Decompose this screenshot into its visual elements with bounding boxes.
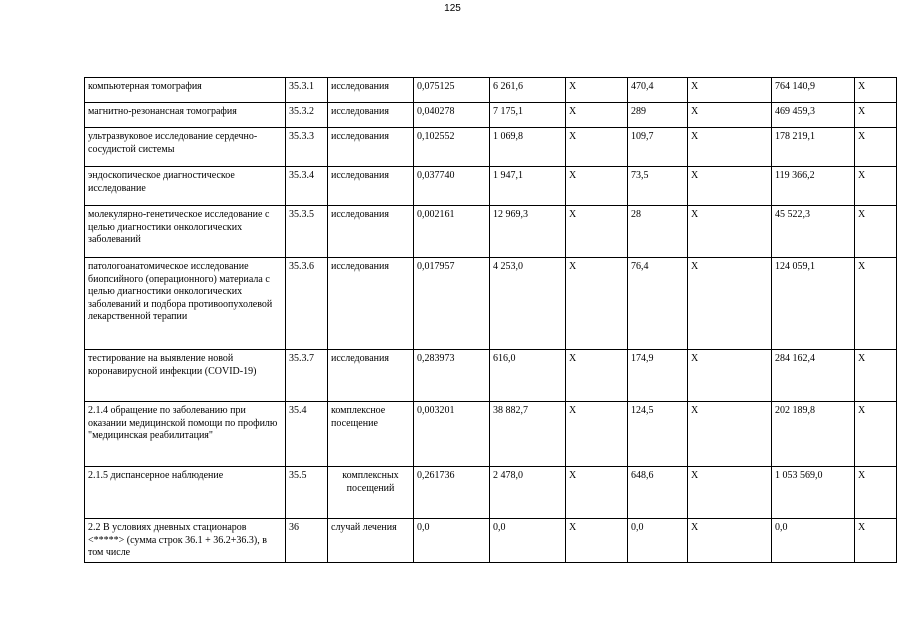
row-cost: 38 882,7 [490,402,566,467]
row-name: патологоанатомическое исследование биопсийного (операционного) материала с целью диагностики онкологических заболеваний и подбора противоопухолевой лекарственной терапии [85,258,286,350]
row-cost: 6 261,6 [490,78,566,103]
row-per-capita: 73,5 [628,167,688,206]
page-number: 125 [444,3,461,14]
row-normative: 0,075125 [414,78,490,103]
row-name: 2.1.4 обращение по заболеванию при оказании медицинской помощи по профилю "медицинская реабилитация" [85,402,286,467]
row-x-marker: X [688,350,772,402]
row-normative: 0,102552 [414,128,490,167]
row-total: 178 219,1 [772,128,855,167]
row-per-capita: 174,9 [628,350,688,402]
row-total: 764 140,9 [772,78,855,103]
row-x-marker: X [688,128,772,167]
table-row [85,206,897,258]
row-name: магнитно-резонансная томография [85,103,286,128]
row-cost: 7 175,1 [490,103,566,128]
row-per-capita: 289 [628,103,688,128]
row-x-marker: X [688,467,772,519]
row-unit: исследования [328,78,414,103]
row-x-marker: X [688,206,772,258]
row-per-capita: 76,4 [628,258,688,350]
row-cost: 616,0 [490,350,566,402]
row-x-marker: X [855,519,897,563]
row-name: ультразвуковое исследование сердечно-сосудистой системы [85,128,286,167]
row-per-capita: 109,7 [628,128,688,167]
row-normative: 0,017957 [414,258,490,350]
row-name: молекулярно-генетическое исследование с целью диагностики онкологических заболеваний [85,206,286,258]
row-x-marker: X [566,103,628,128]
row-cost: 4 253,0 [490,258,566,350]
row-cost: 1 069,8 [490,128,566,167]
row-code: 35.3.4 [286,167,328,206]
table-row [85,128,897,167]
row-per-capita: 0,0 [628,519,688,563]
row-x-marker: X [688,519,772,563]
row-x-marker: X [688,78,772,103]
row-total: 284 162,4 [772,350,855,402]
row-per-capita: 470,4 [628,78,688,103]
row-name: 2.1.5 диспансерное наблюдение [85,467,286,519]
row-x-marker: X [688,258,772,350]
row-total: 45 522,3 [772,206,855,258]
row-per-capita: 648,6 [628,467,688,519]
row-x-marker: X [566,467,628,519]
row-normative: 0,003201 [414,402,490,467]
row-code: 35.3.3 [286,128,328,167]
row-x-marker: X [855,78,897,103]
row-cost: 0,0 [490,519,566,563]
row-x-marker: X [855,467,897,519]
row-total: 1 053 569,0 [772,467,855,519]
row-total: 124 059,1 [772,258,855,350]
row-x-marker: X [566,167,628,206]
row-x-marker: X [855,258,897,350]
row-name: компьютерная томография [85,78,286,103]
row-x-marker: X [566,128,628,167]
row-unit: случай лечения [328,519,414,563]
row-x-marker: X [566,519,628,563]
row-unit: исследования [328,258,414,350]
row-cost: 2 478,0 [490,467,566,519]
table-row [85,167,897,206]
row-code: 35.3.1 [286,78,328,103]
row-code: 35.3.7 [286,350,328,402]
table-row [85,350,897,402]
row-unit: комплексное посещение [328,402,414,467]
row-code: 35.5 [286,467,328,519]
row-normative: 0,040278 [414,103,490,128]
table-row [85,519,897,563]
row-name: тестирование на выявление новой коронавирусной инфекции (COVID-19) [85,350,286,402]
row-total: 469 459,3 [772,103,855,128]
table-row [85,402,897,467]
row-unit: исследования [328,167,414,206]
row-code: 35.3.2 [286,103,328,128]
row-per-capita: 28 [628,206,688,258]
row-code: 35.3.5 [286,206,328,258]
row-x-marker: X [688,167,772,206]
row-normative: 0,283973 [414,350,490,402]
row-x-marker: X [855,350,897,402]
row-normative: 0,037740 [414,167,490,206]
table-row [85,103,897,128]
row-x-marker: X [688,402,772,467]
data-table [84,77,897,563]
row-cost: 1 947,1 [490,167,566,206]
row-normative: 0,0 [414,519,490,563]
row-x-marker: X [566,206,628,258]
row-unit: исследования [328,206,414,258]
row-x-marker: X [688,103,772,128]
row-total: 202 189,8 [772,402,855,467]
table-row [85,467,897,519]
row-total: 0,0 [772,519,855,563]
row-x-marker: X [566,402,628,467]
row-code: 36 [286,519,328,563]
row-cost: 12 969,3 [490,206,566,258]
row-x-marker: X [566,258,628,350]
table-row [85,78,897,103]
row-unit: комплексных посещений [328,467,414,519]
row-unit: исследования [328,128,414,167]
row-normative: 0,261736 [414,467,490,519]
row-code: 35.3.6 [286,258,328,350]
row-x-marker: X [566,78,628,103]
table-row [85,258,897,350]
row-x-marker: X [855,128,897,167]
row-x-marker: X [566,350,628,402]
row-x-marker: X [855,402,897,467]
row-normative: 0,002161 [414,206,490,258]
row-x-marker: X [855,103,897,128]
row-x-marker: X [855,167,897,206]
row-code: 35.4 [286,402,328,467]
row-total: 119 366,2 [772,167,855,206]
row-unit: исследования [328,103,414,128]
row-name: 2.2 В условиях дневных стационаров <*****> (сумма строк 36.1 + 36.2+36.3), в том числе [85,519,286,563]
row-per-capita: 124,5 [628,402,688,467]
row-unit: исследования [328,350,414,402]
row-name: эндоскопическое диагностическое исследование [85,167,286,206]
row-x-marker: X [855,206,897,258]
